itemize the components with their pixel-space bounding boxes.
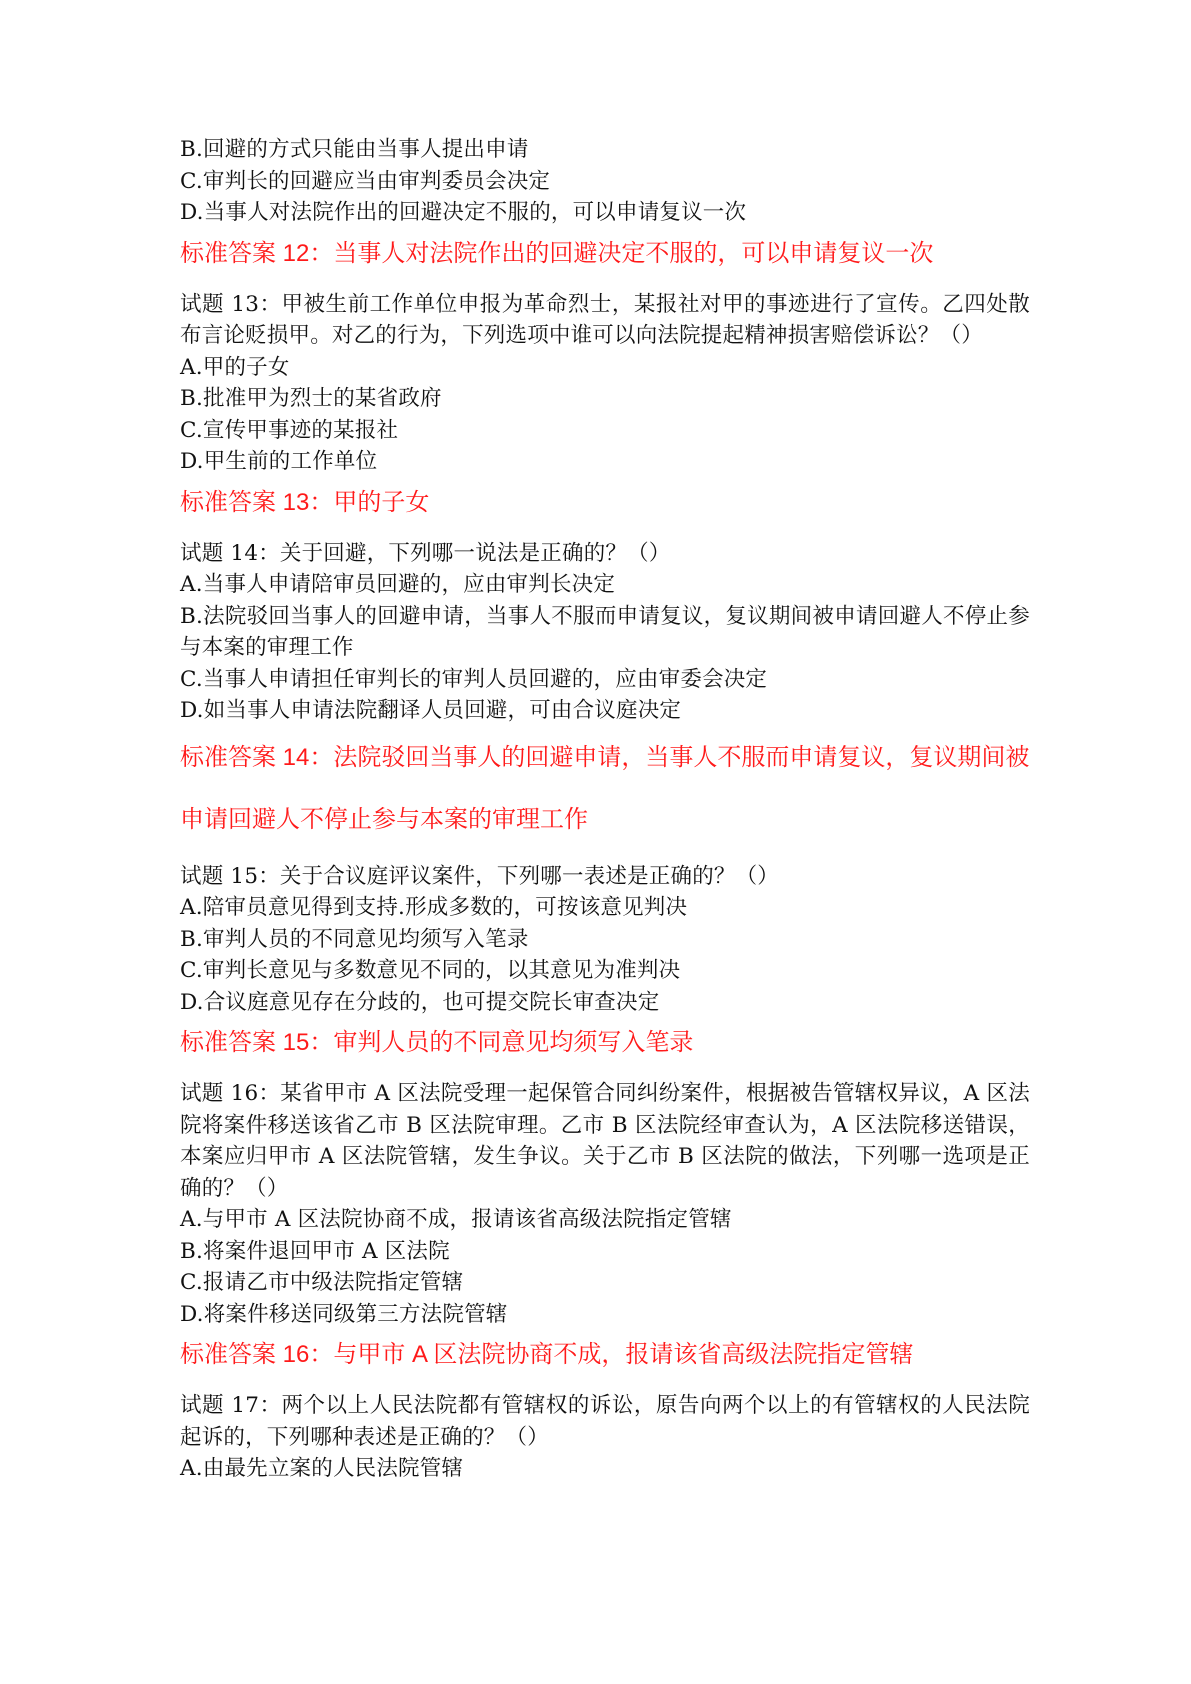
question-15 bbox=[180, 861, 1030, 1061]
option-a: A.由最先立案的人民法院管辖 bbox=[180, 1456, 464, 1481]
option-b: B.审判人员的不同意见均须写入笔录 bbox=[180, 926, 529, 952]
question-12 bbox=[180, 134, 1030, 271]
option-c: C.宣传甲事迹的某报社 bbox=[180, 417, 399, 443]
answer-12: 标准答案 12：当事人对法院作出的回避决定不服的，可以申请复议一次 bbox=[180, 239, 934, 267]
answer-13: 标准答案 13：甲的子女 bbox=[180, 488, 430, 516]
question-text: 试题 14：关于回避，下列哪一说法是正确的？（） bbox=[180, 540, 671, 566]
answer-15: 标准答案 15：审判人员的不同意见均须写入笔录 bbox=[180, 1029, 694, 1056]
option-b: B.将案件退回甲市 A 区法院 bbox=[180, 1238, 450, 1264]
question-14 bbox=[180, 538, 1030, 851]
question-text: 试题 17：两个以上人民法院都有管辖权的诉讼，原告向两个以上的有管辖权的人民法院起诉的，下列哪种表述是正确的？（） bbox=[180, 1393, 1030, 1450]
question-13 bbox=[180, 289, 1030, 520]
option-b: B.回避的方式只能由当事人提出申请 bbox=[180, 137, 529, 162]
option-c: C.当事人申请担任审判长的审判人员回避的，应由审委会决定 bbox=[180, 666, 768, 692]
document-page bbox=[180, 134, 1030, 1485]
question-17 bbox=[180, 1390, 1030, 1485]
answer-16: 标准答案 16：与甲市 A 区法院协商不成，报请该省高级法院指定管辖 bbox=[180, 1341, 914, 1368]
question-16 bbox=[180, 1078, 1030, 1372]
option-d: D.甲生前的工作单位 bbox=[180, 449, 378, 474]
option-a: A.陪审员意见得到支持.形成多数的，可按该意见判决 bbox=[180, 895, 688, 920]
option-b: B.批准甲为烈士的某省政府 bbox=[180, 386, 442, 411]
question-text: 试题 13：甲被生前工作单位申报为革命烈士，某报社对甲的事迹进行了宣传。乙四处散布言论贬损甲。对乙的行为，下列选项中谁可以向法院提起精神损害赔偿诉讼？（） bbox=[180, 291, 1030, 348]
answer-14: 标准答案 14：法院驳回当事人的回避申请，当事人不服而申请复议，复议期间被申请回避人不停止参与本案的审理工作 bbox=[180, 743, 1030, 833]
option-a: A.当事人申请陪审员回避的，应由审判长决定 bbox=[180, 572, 616, 597]
option-c: C.审判长的回避应当由审判委员会决定 bbox=[180, 168, 551, 194]
option-d: D.如当事人申请法院翻译人员回避，可由合议庭决定 bbox=[180, 698, 682, 723]
question-text: 试题 16：某省甲市 A 区法院受理一起保管合同纠纷案件，根据被告管辖权异议，A 区法院将案件移送该省乙市 B 区法院审理。乙市 B 区法院经审查认为，A 区法院移送错误，本案应归甲市 A 区法院管辖，发生争议。关于乙市 B 区法院的做法，下列哪一选项是正确的？（） bbox=[180, 1081, 1030, 1201]
option-c: C.审判长意见与多数意见不同的，以其意见为准判决 bbox=[180, 958, 681, 983]
option-a: A.甲的子女 bbox=[180, 354, 290, 380]
question-text: 试题 15：关于合议庭评议案件，下列哪一表述是正确的？（） bbox=[180, 863, 779, 889]
option-d: D.将案件移送同级第三方法院管辖 bbox=[180, 1301, 508, 1327]
option-b: B.法院驳回当事人的回避申请，当事人不服而申请复议，复议期间被申请回避人不停止参与本案的审理工作 bbox=[180, 603, 1030, 660]
option-a: A.与甲市 A 区法院协商不成，报请该省高级法院指定管辖 bbox=[180, 1207, 732, 1232]
option-c: C.报请乙市中级法院指定管辖 bbox=[180, 1270, 464, 1295]
option-d: D.合议庭意见存在分歧的，也可提交院长审查决定 bbox=[180, 989, 660, 1015]
option-d: D.当事人对法院作出的回避决定不服的，可以申请复议一次 bbox=[180, 200, 747, 225]
